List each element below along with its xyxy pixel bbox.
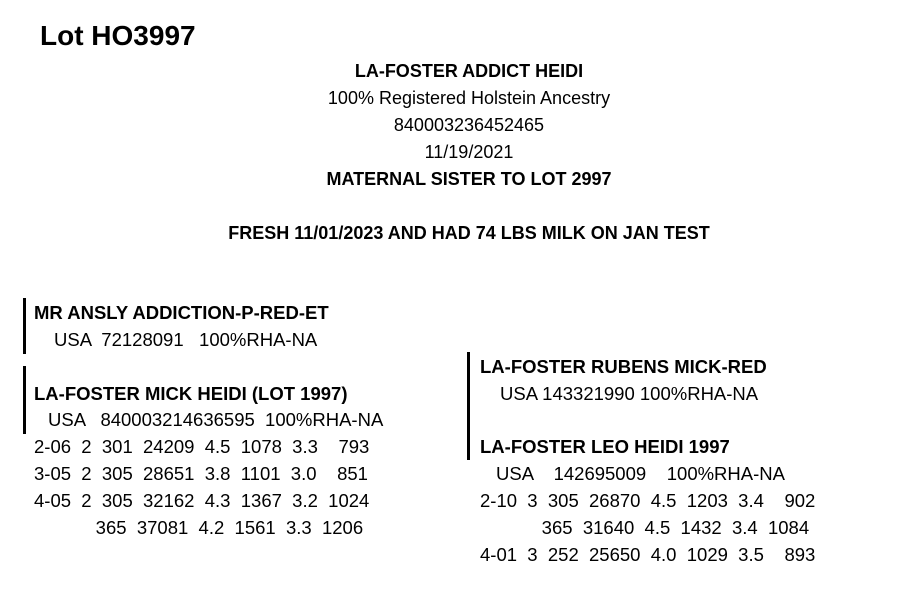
sire-id: USA 72128091 100%RHA-NA <box>54 329 318 350</box>
granddam-record-row: 4-01 3 252 25650 4.0 1029 3.5 893 <box>480 544 816 565</box>
granddam-record-row: 365 31640 4.5 1432 3.4 1084 <box>480 517 810 538</box>
birth-date: 11/19/2021 <box>424 142 514 162</box>
lot-number: Lot HO3997 <box>40 20 196 51</box>
dam-record-row: 4-05 2 305 32162 4.3 1367 3.2 1024 <box>34 490 370 511</box>
dam-sire-id: USA 143321990 100%RHA-NA <box>500 383 759 404</box>
ancestry: 100% Registered Holstein Ancestry <box>327 88 611 108</box>
dam-id: USA 840003214636595 100%RHA-NA <box>48 409 384 430</box>
animal-id: 840003236452465 <box>393 115 545 135</box>
dam-sire-name: LA-FOSTER RUBENS MICK-RED <box>480 356 767 377</box>
dam-sire-bracket-line <box>467 352 470 460</box>
sire-name: MR ANSLY ADDICTION-P-RED-ET <box>34 302 329 323</box>
dam-record-row: 365 37081 4.2 1561 3.3 1206 <box>34 517 364 538</box>
animal-name: LA-FOSTER ADDICT HEIDI <box>354 61 584 81</box>
sire-bracket-line <box>23 298 26 354</box>
dam-bracket-line <box>23 366 26 434</box>
granddam-record-row: 2-10 3 305 26870 4.5 1203 3.4 902 <box>480 490 816 511</box>
dam-record-row: 2-06 2 301 24209 4.5 1078 3.3 793 <box>34 436 370 457</box>
granddam-name: LA-FOSTER LEO HEIDI 1997 <box>480 436 730 457</box>
dam-name: LA-FOSTER MICK HEIDI (LOT 1997) <box>34 383 348 404</box>
maternal-note: MATERNAL SISTER TO LOT 2997 <box>326 169 612 189</box>
fresh-note: FRESH 11/01/2023 AND HAD 74 LBS MILK ON JAN TEST <box>228 223 710 243</box>
granddam-id: USA 142695009 100%RHA-NA <box>496 463 785 484</box>
dam-record-row: 3-05 2 305 28651 3.8 1101 3.0 851 <box>34 463 368 484</box>
